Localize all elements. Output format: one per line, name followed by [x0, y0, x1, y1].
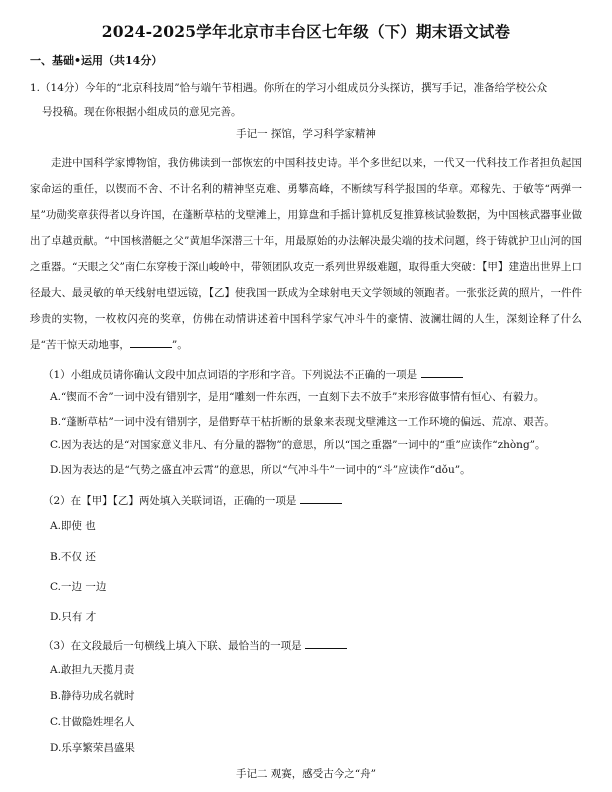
answer-blank[interactable] — [421, 365, 463, 378]
option-1c: C.因为表达的是“对国家意义非凡、有分量的器物”的意思，所以“国之重器”一词中的“重”应读作“zhòng”。 — [50, 439, 546, 451]
sub-question-3-stem: （3）在文段最后一句横线上填入下联、最恰当的一项是 — [43, 640, 302, 652]
passage-end: ”。 — [171, 339, 188, 351]
option-2a: A.即使 也 — [50, 520, 96, 532]
answer-blank[interactable] — [130, 335, 172, 348]
option-2b: B.不仅 还 — [50, 551, 96, 563]
option-1b: B.“蓬断草枯”一词中没有错别字，是借野草干枯折断的景象来表现戈壁滩这一工作环境的偏远、荒凉、艰苦。 — [50, 416, 555, 428]
option-3c: C.甘做隐姓埋名人 — [50, 716, 135, 728]
sub-question-1 — [43, 365, 463, 383]
question-1-intro — [30, 76, 582, 124]
sub-question-3 — [43, 636, 347, 654]
option-2d: D.只有 才 — [50, 611, 97, 623]
option-3d: D.乐享繁荣昌盛果 — [50, 742, 135, 754]
option-1d: D.因为表达的是“气势之盛直冲云霄”的意思，所以“气冲斗牛”一词中的“斗”应读作“dǒu”。 — [50, 464, 471, 476]
option-2c: C.一边 一边 — [50, 581, 107, 593]
note-2-title: 手记二 观赛，感受古今之“舟” — [235, 768, 377, 780]
section-heading: 一、基础•运用（共14分） — [30, 54, 163, 67]
sub-question-2-stem: （2）在【甲】【乙】两处填入关联词语，正确的一项是 — [43, 495, 297, 507]
option-3a: A.敢担九天揽月责 — [50, 664, 135, 676]
passage — [30, 150, 582, 358]
answer-blank[interactable] — [305, 636, 347, 649]
option-3b: B.静待功成名就时 — [50, 690, 135, 702]
sub-question-1-stem: （1）小组成员请你确认文段中加点词语的字形和字音。下列说法不正确的一项是 — [43, 369, 418, 381]
option-1a: A.“锲而不舍”一词中没有错别字，是用“雕刻一件东西，一直刻下去不放手”来形容做事情有恒心、有毅力。 — [50, 391, 545, 403]
question-1-line1: 1.（14分）今年的“北京科技周”恰与端午节相遇。你所在的学习小组成员分头探访，撰写手记，准备给学校公众 — [30, 82, 548, 94]
note-1-title: 手记一 探馆，学习科学家精神 — [236, 128, 376, 140]
question-1-line2: 号投稿。现在你根据小组成员的意见完善。 — [42, 106, 242, 118]
sub-question-2 — [43, 491, 342, 509]
answer-blank[interactable] — [300, 491, 342, 504]
exam-title: 2024-2025学年北京市丰台区七年级（下）期末语文试卷 — [101, 22, 511, 41]
passage-text: 走进中国科学家博物馆，我仿佛读到一部恢宏的中国科技史诗。半个多世纪以来，一代又一代科技工作者担负起国家命运的重任，以锲而不舍、不计名利的精神坚克难、勇攀高峰，不断续写科学报国的华章。邓稼先、于敏等“两弹一星”功勋奖章获得者以身许国，在蓬断草枯的戈壁滩上，用算盘和手摇计算机反复推算核试验数据，为中国核武器事业做出了卓越贡献。“中国核潜艇之父”黄旭华深潜三十年，用最原始的办法解决最尖端的技术问题，终于铸就护卫山河的国之重器。“天眼之父”南仁东穿梭于深山峻岭中，带领团队攻克一系列世界级难题，取得重大突破：【甲】建造出世界上口径最大、最灵敏的单天线射电望远镜，【乙】使我国一跃成为全球射电天文学领域的领跑者。一张张泛黄的照片，一件件珍贵的实物，一枚枚闪亮的奖章，仿佛在动情讲述着中国科学家气冲斗牛的豪情、波澜壮阔的人生，深刻诠释了什么是“苦干惊天动地事， — [30, 157, 582, 351]
